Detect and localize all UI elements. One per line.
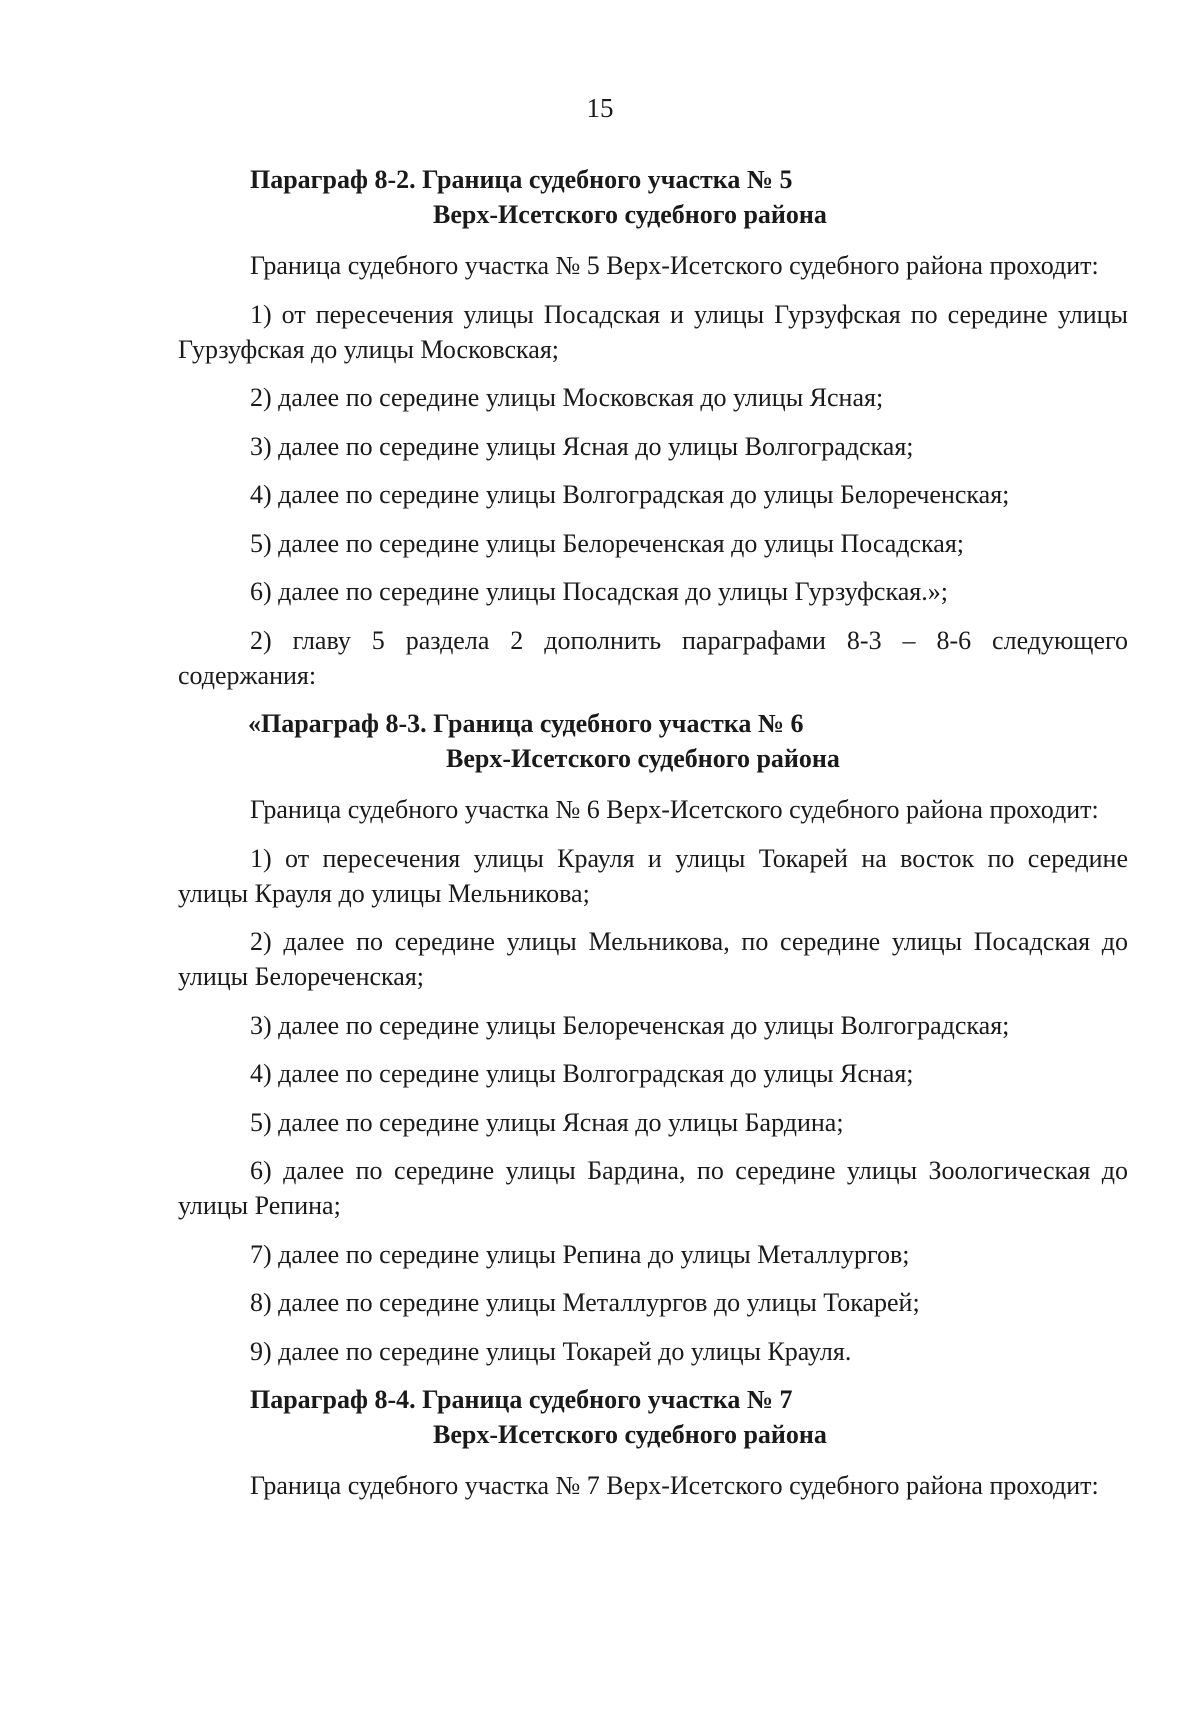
paragraph: 2) далее по середине улицы Мельникова, по середине улицы Посадская до улицы Белореченская; (178, 927, 1128, 991)
section-heading-line2: Верх-Исетского судебного района (433, 1420, 827, 1449)
section-heading-line2: Верх-Исетского судебного района (433, 200, 827, 229)
paragraph: 6) далее по середине улицы Бардина, по середине улицы Зоологическая до улицы Репина; (178, 1156, 1128, 1220)
section-heading (178, 1382, 1128, 1452)
paragraph: 4) далее по середине улицы Волгоградская до улицы Белореченская; (250, 480, 1010, 509)
section-heading (178, 162, 1128, 232)
paragraph: 5) далее по середине улицы Ясная до улицы Бардина; (250, 1107, 844, 1137)
paragraph: 9) далее по середине улицы Токарей до улицы Крауля. (250, 1336, 852, 1366)
section-heading-line2: Верх-Исетского судебного района (446, 744, 840, 773)
paragraph: 1) от пересечения улицы Крауля и улицы Токарей на восток по середине улицы Крауля до улицы Мельникова; (178, 843, 1128, 908)
paragraph: 7) далее по середине улицы Репина до улицы Металлургов; (250, 1239, 910, 1269)
paragraph: 5) далее по середине улицы Белореченская до улицы Посадская; (250, 528, 964, 558)
paragraph: 2) далее по середине улицы Московская до улицы Ясная; (250, 383, 884, 412)
section-heading-line1: «Параграф 8-3. Граница судебного участка № 6 (248, 709, 804, 738)
paragraph: Граница судебного участка № 6 Верх-Исетского судебного района проходит: (250, 795, 1099, 824)
paragraph: 3) далее по середине улицы Белореченская до улицы Волгоградская; (250, 1010, 1010, 1040)
paragraph: 4) далее по середине улицы Волгоградская до улицы Ясная; (250, 1059, 914, 1088)
paragraph: 3) далее по середине улицы Ясная до улицы Волгоградская; (250, 431, 914, 461)
paragraph: 1) от пересечения улицы Посадская и улицы Гурзуфская по середине улицы Гурзуфская до улицы Московская; (178, 299, 1128, 364)
section-heading-line1: Параграф 8-4. Граница судебного участка № 7 (250, 1385, 793, 1414)
paragraph: Граница судебного участка № 7 Верх-Исетского судебного района проходит: (250, 1471, 1099, 1500)
section-heading (178, 706, 1128, 776)
paragraph: 8) далее по середине улицы Металлургов до улицы Токарей; (250, 1288, 920, 1317)
paragraph: 6) далее по середине улицы Посадская до улицы Гурзуфская.»; (250, 577, 948, 606)
paragraph: 2) главу 5 раздела 2 дополнить параграфами 8-3 – 8-6 следующего содержания: (178, 625, 1128, 690)
document-body (178, 162, 1128, 1517)
section-heading-line1: Параграф 8-2. Граница судебного участка № 5 (250, 165, 793, 194)
page-number: 15 (586, 93, 614, 123)
paragraph: Граница судебного участка № 5 Верх-Исетского судебного района проходит: (250, 251, 1099, 280)
